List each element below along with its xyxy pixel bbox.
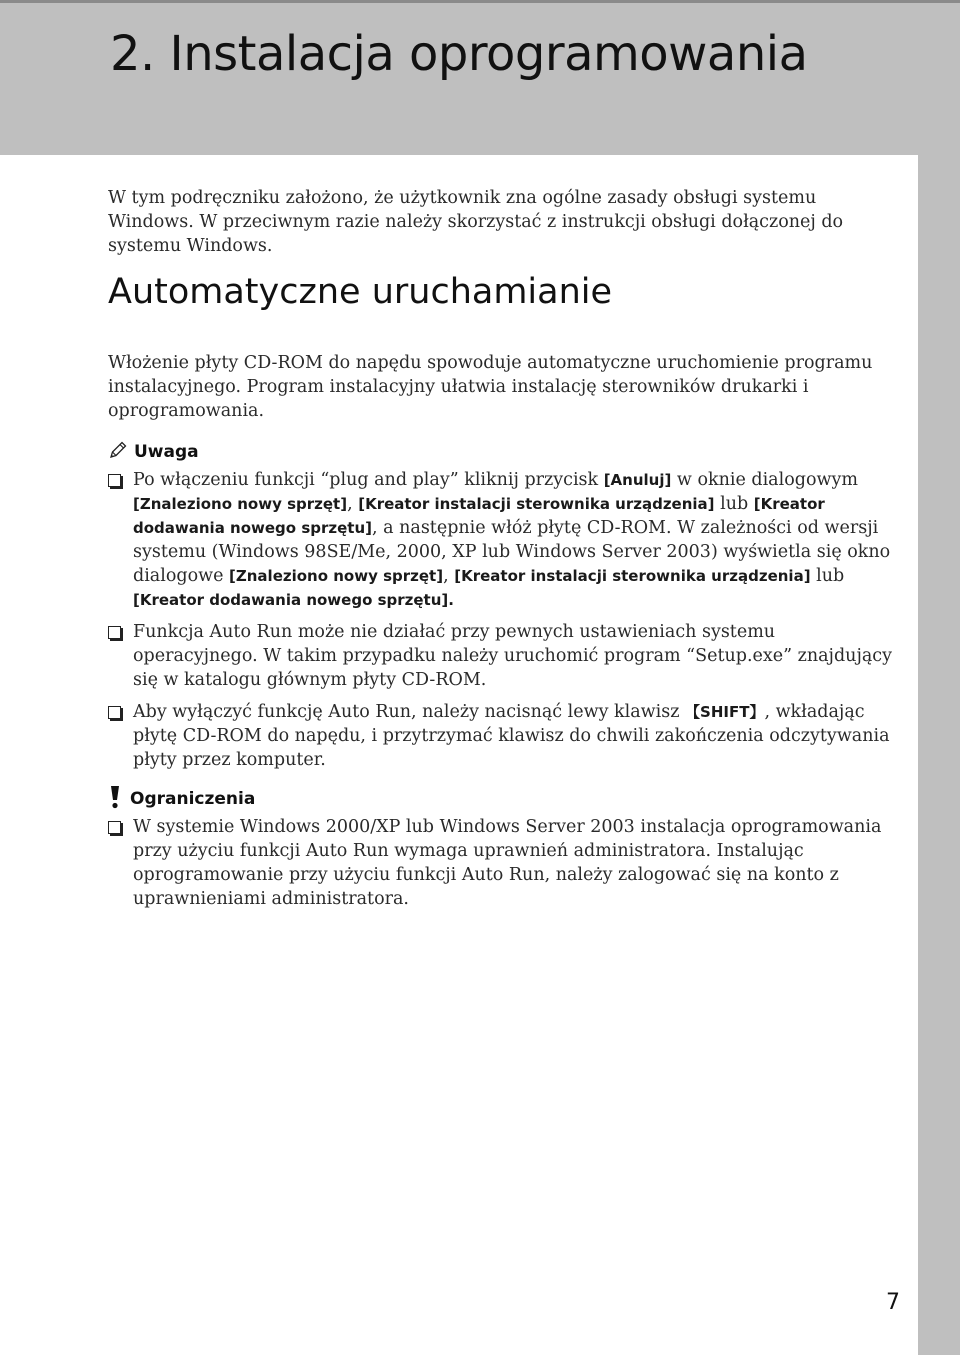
limitations-list [108, 815, 898, 919]
item-text: w oknie dialogowym [671, 470, 858, 490]
section-title: Automatyczne uruchamianie [108, 272, 613, 312]
item-text: , a następnie włóż płytę CD-ROM. W zależności od wersji systemu (Windows 98SE/Me, 2000, XP lub Windows Server 2003) wyświetla się okno dialogowe [133, 518, 891, 586]
page-number: 7 [886, 1290, 900, 1315]
item-text: Funkcja Auto Run może nie działać przy pewnych ustawieniach systemu operacyjnego. W takim przypadku należy uruchomić program “Setup.exe” znajdujący się w katalogu głównym płyty CD-ROM. [133, 622, 892, 690]
checkbox-bullet-icon [108, 706, 121, 719]
item-text: Aby wyłączyć funkcję Auto Run, należy nacisnąć lewy klawisz [133, 702, 686, 722]
ui-label-dialog: [Kreator instalacji sterownika urządzenia] [454, 567, 811, 585]
exclamation-icon [108, 784, 122, 815]
note-list [108, 468, 898, 780]
item-text: W systemie Windows 2000/XP lub Windows Server 2003 instalacja oprogramowania przy użyciu funkcji Auto Run wymaga uprawnień administratora. Instalując oprogramowanie przy użyciu funkcji Auto Run, należy zalogować się na konto z uprawnieniami administratora. [133, 817, 882, 909]
note-label: Uwaga [134, 442, 199, 462]
ui-label-anuluj: [Anuluj] [603, 471, 672, 489]
key-label-shift: 【SHIFT】 [685, 703, 765, 721]
item-text: , [347, 494, 359, 514]
pencil-icon [108, 440, 128, 465]
item-text: lub [810, 566, 845, 586]
list-item [108, 468, 898, 612]
header-top-rule [0, 0, 960, 3]
item-text: , [443, 566, 455, 586]
item-text: , wkładając płytę CD-ROM do napędu, i przytrzymać klawisz do chwili zakończenia odczytywania płyty przez komputer. [133, 702, 890, 770]
ui-label-dialog: [Znaleziono nowy sprzęt] [229, 567, 444, 585]
ui-label-dialog: [Znaleziono nowy sprzęt] [133, 495, 348, 513]
limitations-label: Ograniczenia [130, 789, 256, 809]
section-paragraph: Włożenie płyty CD-ROM do napędu spowoduje automatyczne uruchomienie programu instalacyjnego. Program instalacyjny ułatwia instalację sterowników drukarki i oprogramowania. [108, 353, 873, 421]
ui-label-dialog: [Kreator instalacji sterownika urządzenia] [358, 495, 715, 513]
list-item [108, 815, 898, 911]
ui-label-dialog: [Kreator dodawania nowego sprzętu]. [133, 591, 454, 609]
limitations-heading [108, 786, 255, 812]
item-text: lub [714, 494, 754, 514]
checkbox-bullet-icon [108, 821, 121, 834]
checkbox-bullet-icon [108, 474, 121, 487]
note-heading [108, 440, 199, 464]
chapter-title: 2. Instalacja oprogramowania [110, 26, 808, 82]
list-item [108, 620, 898, 692]
intro-paragraph: W tym podręczniku założono, że użytkownik zna ogólne zasady obsługi systemu Windows. W przeciwnym razie należy skorzystać z instrukcji obsługi dołączonej do systemu Windows. [108, 188, 844, 256]
item-text: Po włączeniu funkcji “plug and play” kliknij przycisk [133, 470, 604, 490]
checkbox-bullet-icon [108, 626, 121, 639]
list-item [108, 700, 898, 772]
side-margin-band [918, 155, 960, 1355]
ui-label-dialog: [Kreator dodawania nowego sprzętu] [133, 495, 825, 537]
